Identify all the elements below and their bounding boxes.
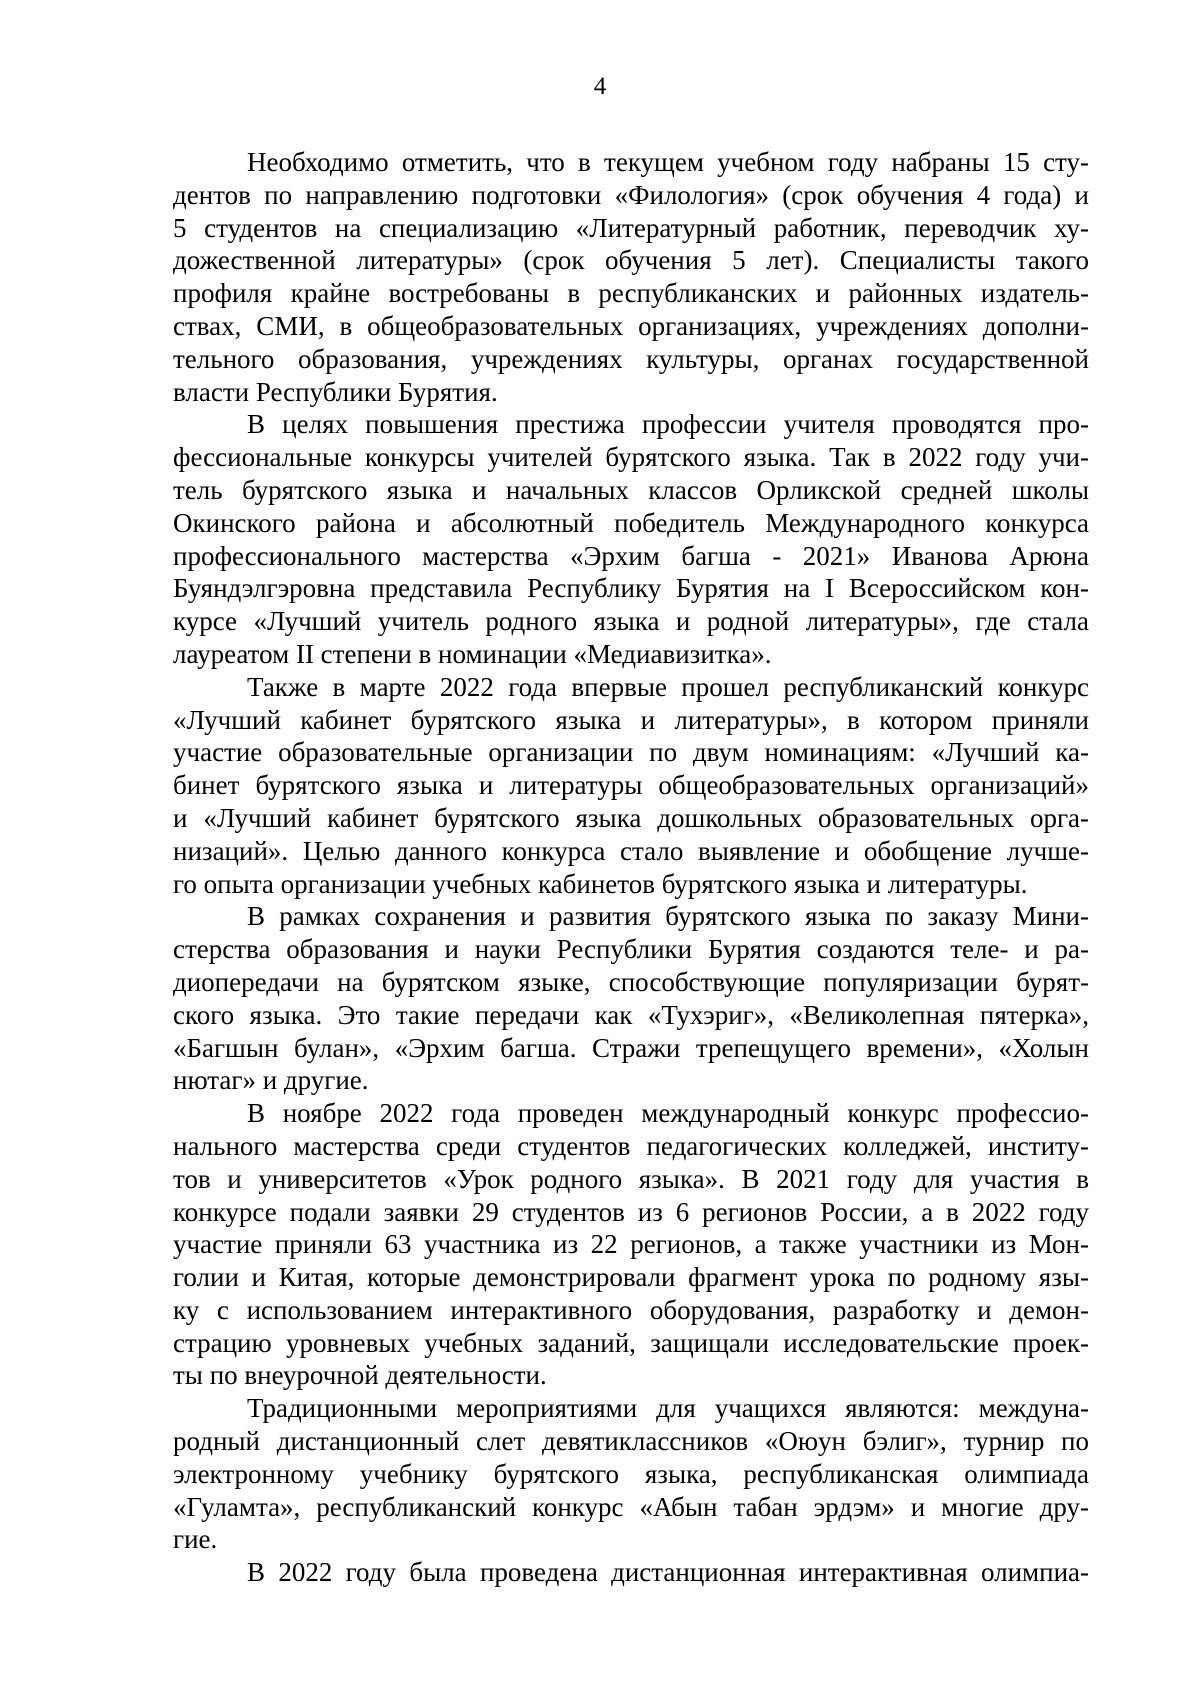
text-line: ты по внеурочной деятельности. — [173, 1360, 547, 1391]
text-line: лауреатом II степени в номинации «Медиавизитка». — [173, 638, 772, 669]
text-line: родный дистанционный слет девятиклассников «Оюун бэлиг», турнир по — [173, 1426, 1089, 1457]
text-line: В ноябре 2022 года проведен международный конкурс профессио- — [247, 1098, 1089, 1129]
text-line: Традиционными мероприятиями для учащихся являются: междуна- — [247, 1393, 1089, 1424]
text-line: низаций». Целью данного конкурса стало выявление и обобщение лучше- — [173, 835, 1089, 866]
text-line: «Лучший кабинет бурятского языка и литературы», в котором приняли — [173, 704, 1089, 735]
text-line: профессионального мастерства «Эрхим багша - 2021» Иванова Арюна — [173, 540, 1089, 571]
text-line: стерства образования и науки Республики Бурятия создаются теле- и ра- — [173, 934, 1089, 965]
text-line: В целях повышения престижа профессии учителя проводятся про- — [247, 409, 1089, 440]
text-line: дентов по направлению подготовки «Филология» (срок обучения 4 года) и — [173, 179, 1089, 210]
paragraph-olympiad — [173, 1556, 1089, 1589]
text-line: ку с использованием интерактивного оборудования, разработку и демон- — [173, 1294, 1089, 1325]
paragraph-broadcasts — [173, 900, 1089, 1097]
text-line: 5 студентов на специализацию «Литературный работник, переводчик ху- — [173, 212, 1089, 243]
text-line: курсе «Лучший учитель родного языка и родной литературы», где стала — [173, 606, 1089, 637]
text-line: участие приняли 63 участника из 22 регионов, а также участники из Мон- — [173, 1229, 1089, 1260]
text-line: ского языка. Это такие передачи как «Тухэриг», «Великолепная пятерка», — [173, 999, 1089, 1030]
text-line: электронному учебнику бурятского языка, республиканская олимпиада — [173, 1458, 1089, 1489]
text-line: ствах, СМИ, в общеобразовательных организациях, учреждениях дополни- — [173, 310, 1089, 341]
text-line: страцию уровневых учебных заданий, защищали исследовательские проек- — [173, 1327, 1089, 1358]
text-line: тельного образования, учреждениях культуры, органах государственной — [173, 343, 1089, 374]
paragraph-teacher-contests — [173, 408, 1089, 670]
text-line: участие образовательные организации по двум номинациям: «Лучший ка- — [173, 737, 1089, 768]
document-body — [173, 146, 1089, 1589]
text-line: Также в марте 2022 года впервые прошел республиканский конкурс — [247, 671, 1089, 702]
text-line: фессиональные конкурсы учителей бурятского языка. Так в 2022 году учи- — [173, 442, 1089, 473]
text-line: «Гуламта», республиканский конкурс «Абын табан эрдэм» и многие дру- — [173, 1491, 1089, 1522]
text-line: гие. — [173, 1524, 218, 1555]
paragraph-best-classroom — [173, 671, 1089, 901]
page-number: 4 — [593, 73, 607, 100]
text-line: власти Республики Бурятия. — [173, 376, 498, 407]
text-line: голии и Китая, которые демонстрировали фрагмент урока по родному язы- — [173, 1262, 1089, 1293]
text-line: профиля крайне востребованы в республиканских и районных издатель- — [173, 278, 1089, 309]
paragraph-graduates — [173, 146, 1089, 408]
paragraph-traditional-events — [173, 1392, 1089, 1556]
text-line: дожественной литературы» (срок обучения 5 лет). Специалисты такого — [173, 245, 1089, 276]
paragraph-international-contest — [173, 1097, 1089, 1392]
text-line: Необходимо отметить, что в текущем учебном году набраны 15 сту- — [247, 147, 1089, 177]
text-line: В рамках сохранения и развития бурятского языка по заказу Мини- — [247, 901, 1089, 932]
text-line: Окинского района и абсолютный победитель Международного конкурса — [173, 507, 1089, 538]
text-line: бинет бурятского языка и литературы общеобразовательных организаций» — [173, 770, 1089, 801]
text-line: «Багшын булан», «Эрхим багша. Стражи трепещущего времени», «Холын — [173, 1032, 1089, 1063]
text-line: нального мастерства среди студентов педагогических колледжей, институ- — [173, 1130, 1089, 1161]
text-line: и «Лучший кабинет бурятского языка дошкольных образовательных орга- — [173, 802, 1089, 833]
text-line: нютаг» и другие. — [173, 1065, 369, 1096]
text-line: конкурсе подали заявки 29 студентов из 6 регионов России, а в 2022 году — [173, 1196, 1089, 1227]
text-line: тов и университетов «Урок родного языка». В 2021 году для участия в — [173, 1163, 1089, 1194]
text-line: тель бурятского языка и начальных классов Орликской средней школы — [173, 474, 1089, 505]
text-line: Буяндэлгэровна представила Республику Бурятия на I Всероссийском кон- — [173, 573, 1089, 604]
text-line: диопередачи на бурятском языке, способствующие популяризации бурят- — [173, 966, 1089, 997]
text-line: В 2022 году была проведена дистанционная интерактивная олимпиа- — [247, 1557, 1089, 1588]
text-line: го опыта организации учебных кабинетов бурятского языка и литературы. — [173, 868, 1028, 899]
